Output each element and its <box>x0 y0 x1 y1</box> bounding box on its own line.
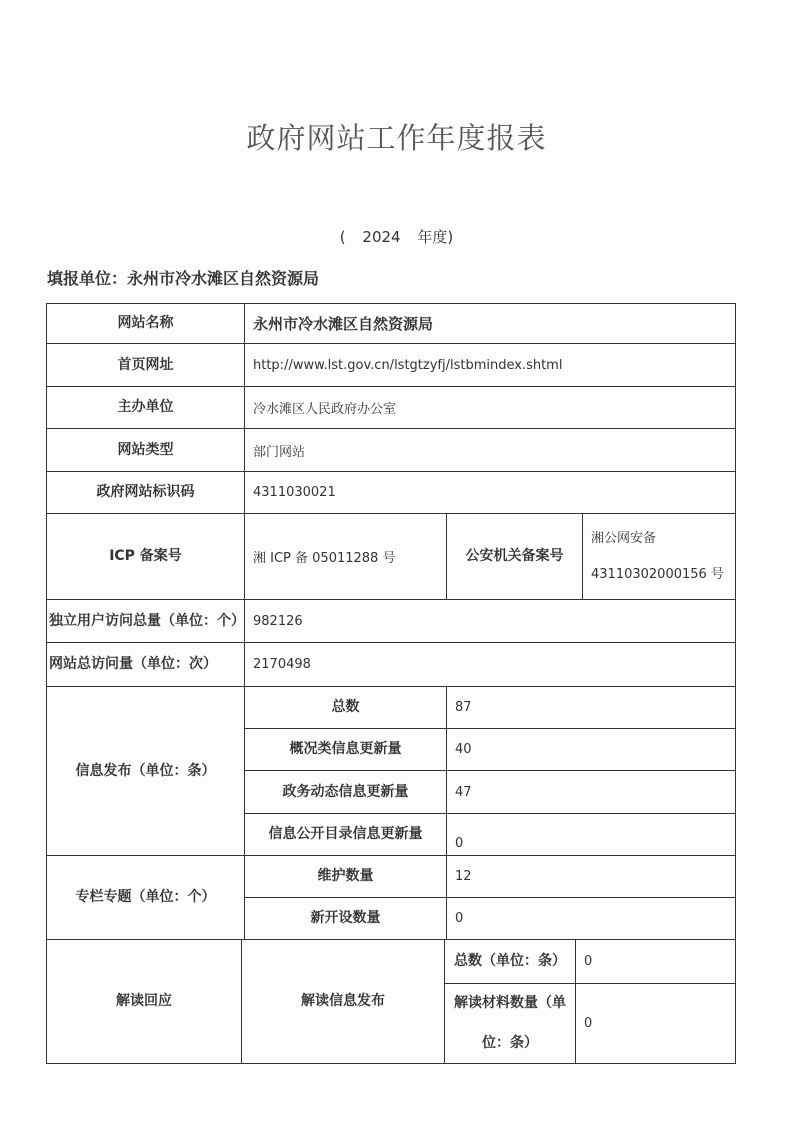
homepage-label: 首页网址 <box>46 343 245 387</box>
icp-label: ICP 备案号 <box>46 513 245 600</box>
sponsor-value: 冷水滩区人民政府办公室 <box>244 386 736 429</box>
info-total-label: 总数 <box>244 686 447 729</box>
year-open: ( <box>339 228 346 246</box>
site-name-value: 永州市冷水滩区自然资源局 <box>244 303 736 344</box>
news-updates-label: 政务动态信息更新量 <box>244 770 447 814</box>
site-type-label: 网站类型 <box>46 428 245 472</box>
overview-updates-label: 概况类信息更新量 <box>244 728 447 771</box>
police-record-value <box>582 513 736 600</box>
materials-label-line2: 位：条） <box>482 1034 538 1051</box>
total-visits-value: 2170498 <box>244 642 736 687</box>
unique-visitors-label: 独立用户访问总量（单位：个） <box>46 599 245 643</box>
columns-new-label: 新开设数量 <box>244 897 447 940</box>
sponsor-label: 主办单位 <box>46 386 245 429</box>
interpretation-total-label: 总数（单位：条） <box>444 939 576 984</box>
page-title: 政府网站工作年度报表 <box>246 121 547 155</box>
unique-visitors-value: 982126 <box>244 599 736 643</box>
total-visits-label: 网站总访问量（单位：次） <box>46 642 245 687</box>
disclosure-updates-value: 0 <box>446 813 736 856</box>
interpretation-materials-value: 0 <box>575 983 736 1064</box>
homepage-value: http://www.lst.gov.cn/lstgtzyfj/lstbmindex.shtml <box>244 343 736 387</box>
interpretation-label: 解读回应 <box>46 939 242 1064</box>
info-publish-label: 信息发布（单位：条） <box>46 686 245 856</box>
site-name-label: 网站名称 <box>46 303 245 344</box>
interpretation-publish-label: 解读信息发布 <box>241 939 445 1064</box>
interpretation-total-value: 0 <box>575 939 736 984</box>
reporting-unit: 填报单位：永州市冷水滩区自然资源局 <box>47 269 320 288</box>
site-type-value: 部门网站 <box>244 428 736 472</box>
news-updates-value: 47 <box>446 770 736 814</box>
disclosure-updates-label: 信息公开目录信息更新量 <box>244 813 447 856</box>
columns-maintained-value: 12 <box>446 855 736 898</box>
site-code-label: 政府网站标识码 <box>46 471 245 514</box>
interpretation-materials-label <box>444 983 576 1064</box>
columns-maintained-label: 维护数量 <box>244 855 447 898</box>
info-total-value: 87 <box>446 686 736 729</box>
icp-value: 湘 ICP 备 05011288 号 <box>244 513 447 600</box>
police-record-label: 公安机关备案号 <box>446 513 583 600</box>
police-record-line2: 43110302000156 号 <box>591 566 724 582</box>
police-record-line1: 湘公网安备 <box>591 531 657 547</box>
overview-updates-value: 40 <box>446 728 736 771</box>
columns-label: 专栏专题（单位：个） <box>46 855 245 940</box>
columns-new-value: 0 <box>446 897 736 940</box>
year-value: 2024 <box>362 228 401 246</box>
year-suffix: 年度) <box>417 228 454 246</box>
report-year <box>0 226 793 247</box>
site-code-value: 4311030021 <box>244 471 736 514</box>
materials-label-line1: 解读材料数量（单 <box>454 995 566 1012</box>
